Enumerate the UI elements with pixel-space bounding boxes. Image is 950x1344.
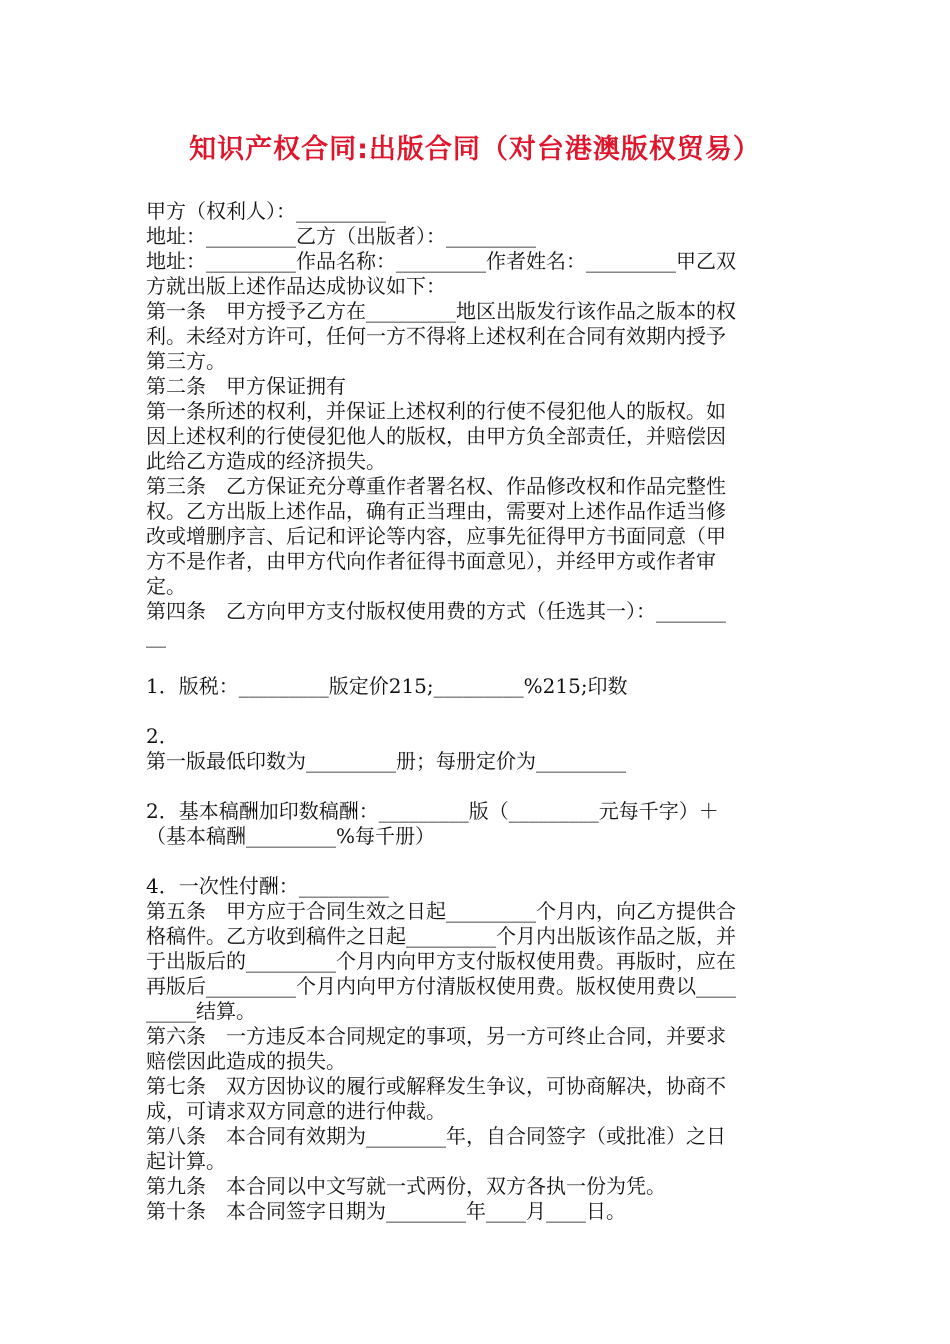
text-line: 因上述权利的行使侵犯他人的版权，由甲方负全部责任，并赔偿因 — [146, 424, 726, 448]
text-line: 再版后_________个月内向甲方付清版权使用费。版权使用费以____ — [146, 974, 736, 998]
text-line: 第三条 乙方保证充分尊重作者署名权、作品修改权和作品完整性 — [146, 474, 726, 498]
document-title: 知识产权合同:出版合同（对台港澳版权贸易） — [189, 134, 761, 165]
text-line: 第五条 甲方应于合同生效之日起_________个月内，向乙方提供合 — [146, 899, 736, 923]
text-line: 第九条 本合同以中文写就一式两份，双方各执一份为凭。 — [146, 1174, 666, 1198]
text-line: 利。未经对方许可，任何一方不得将上述权利在合同有效期内授予 — [146, 324, 726, 348]
text-line: 方就出版上述作品达成协议如下： — [146, 274, 446, 298]
text-line: 第一条所述的权利，并保证上述权利的行使不侵犯他人的版权。如 — [146, 399, 726, 423]
text-line: 第七条 双方因协议的履行或解释发生争议，可协商解决，协商不 — [146, 1074, 726, 1098]
text-line: 1．版税：_________版定价215;_________%215;印数 — [146, 674, 628, 698]
text-line: _____结算。 — [146, 999, 256, 1023]
text-line: 第六条 一方违反本合同规定的事项，另一方可终止合同，并要求 — [146, 1024, 726, 1048]
text-line: 第四条 乙方向甲方支付版权使用费的方式（任选其一）：_______ — [146, 599, 726, 623]
text-line: __ — [146, 624, 166, 648]
text-line: 于出版后的_________个月内向甲方支付版权使用费。再版时，应在 — [146, 949, 736, 973]
text-line: 2． — [146, 724, 179, 748]
text-line: 第二条 甲方保证拥有 — [146, 374, 346, 398]
text-line: 格稿件。乙方收到稿件之日起_________个月内出版该作品之版，并 — [146, 924, 736, 948]
contract-body — [146, 199, 810, 1224]
text-line: 第一版最低印数为_________册；每册定价为_________ — [146, 749, 626, 773]
blank-line — [146, 849, 810, 874]
text-line: 赔偿因此造成的损失。 — [146, 1049, 346, 1073]
text-line: 甲方（权利人）：_________ — [146, 199, 386, 223]
blank-line — [146, 649, 810, 674]
text-line: 成，可请求双方同意的进行仲裁。 — [146, 1099, 446, 1123]
text-line: 第一条 甲方授予乙方在_________地区出版发行该作品之版本的权 — [146, 299, 736, 323]
text-line: 权。乙方出版上述作品，确有正当理由，需要对上述作品作适当修 — [146, 499, 726, 523]
blank-line — [146, 774, 810, 799]
text-line: 改或增删序言、后记和评论等内容，应事先征得甲方书面同意（甲 — [146, 524, 726, 548]
text-line: 此给乙方造成的经济损失。 — [146, 449, 386, 473]
text-line: 方不是作者，由甲方代向作者征得书面意见），并经甲方或作者审 — [146, 549, 716, 573]
text-line: 地址：_________乙方（出版者）：_________ — [146, 224, 536, 248]
text-line: 第十条 本合同签字日期为________年____月____日。 — [146, 1199, 626, 1223]
text-line: （基本稿酬_________%每千册） — [146, 824, 436, 848]
blank-line — [146, 699, 810, 724]
text-line: 第八条 本合同有效期为________年，自合同签字（或批准）之日 — [146, 1124, 726, 1148]
text-line: 地址：_________作品名称：_________作者姓名：_________甲乙双 — [146, 249, 736, 273]
text-line: 2．基本稿酬加印数稿酬：_________版（_________元每千字）＋ — [146, 799, 719, 823]
text-line: 定。 — [146, 574, 186, 598]
text-line: 起计算。 — [146, 1149, 226, 1173]
text-line: 第三方。 — [146, 349, 226, 373]
text-line: 4．一次性付酬：_________ — [146, 874, 389, 898]
